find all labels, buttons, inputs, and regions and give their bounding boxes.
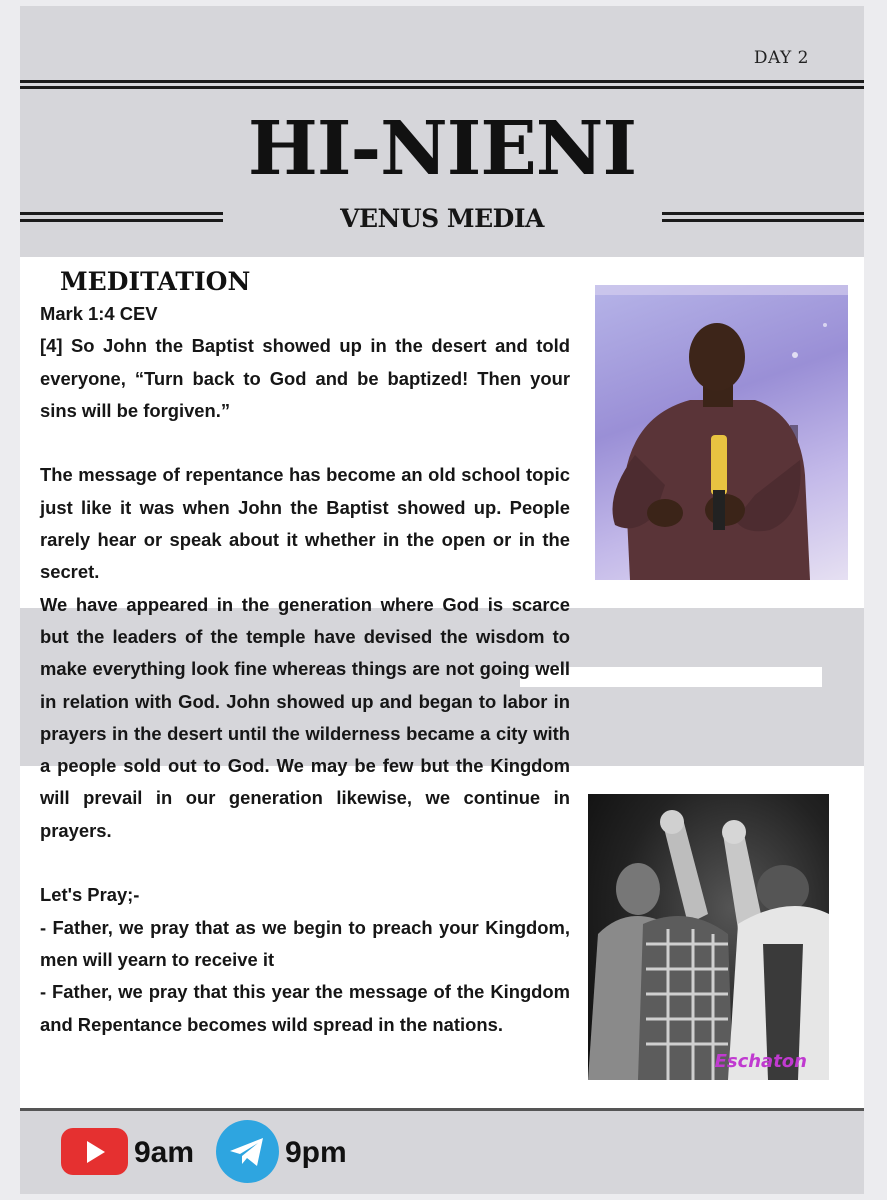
worship-illustration bbox=[588, 794, 829, 1080]
devotional-page bbox=[20, 6, 864, 1194]
top-rule-2 bbox=[20, 86, 864, 89]
meditation-section bbox=[20, 257, 864, 1109]
paragraph: The message of repentance has become an old school topic just like it was when John the Baptist showed up. People rarely hear or speak about it whether in the open or in the secret. bbox=[40, 464, 570, 583]
prayer-heading: Let's Pray;- bbox=[40, 884, 140, 906]
right-rule bbox=[662, 212, 864, 215]
youtube-time: 9am bbox=[134, 1136, 195, 1169]
telegram-icon[interactable] bbox=[216, 1120, 279, 1183]
worship-photo bbox=[588, 794, 829, 1080]
paragraph: We have appeared in the generation where God is scarce but the leaders of the temple have devised the wisdom to make everything look fine whereas things are not going well in relation with God. John showed up and began to labor in prayers in the desert until the wilderness became a city with a people sold out to God. We may be few but the Kingdom will prevail in our generation likewise, we continue in prayers. bbox=[40, 593, 570, 841]
section-heading: MEDITATION bbox=[60, 267, 251, 296]
scripture-verse: [4] So John the Baptist showed up in the desert and told everyone, “Turn back to God and be baptized! Then your sins will be forgiven.” bbox=[40, 335, 570, 421]
photo-watermark: Eschaton bbox=[714, 1051, 807, 1072]
meditation-text bbox=[40, 298, 570, 1041]
scripture-reference: Mark 1:4 CEV bbox=[40, 303, 158, 324]
preacher-photo bbox=[595, 285, 848, 580]
footer-divider bbox=[20, 1108, 864, 1111]
prayer-item: - Father, we pray that as we begin to preach your Kingdom, men will yearn to receive it bbox=[40, 916, 570, 970]
right-rule-2 bbox=[662, 219, 864, 222]
top-rule bbox=[20, 80, 864, 83]
preacher-illustration bbox=[595, 285, 848, 580]
prayer-item: - Father, we pray that this year the message of the Kingdom and Repentance becomes wild spread in the nations. bbox=[40, 981, 570, 1035]
youtube-icon[interactable] bbox=[61, 1128, 128, 1175]
day-label: DAY 2 bbox=[753, 48, 809, 68]
telegram-time: 9pm bbox=[285, 1136, 347, 1169]
brand-name: VENUS MEDIA bbox=[340, 204, 544, 233]
page-title: HI-NIENI bbox=[247, 106, 637, 192]
telegram-plane-glyph bbox=[216, 1120, 279, 1183]
